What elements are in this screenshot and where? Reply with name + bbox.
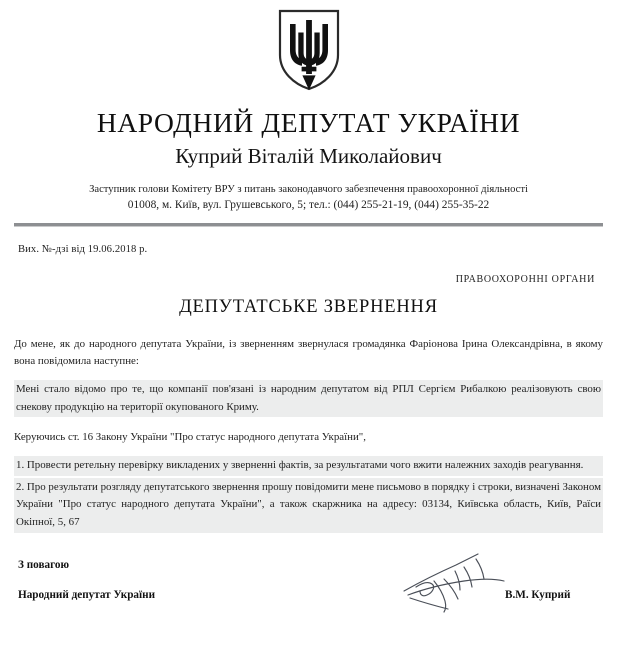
outgoing-reference: Вих. №-дзі від 19.06.2018 р. xyxy=(18,243,148,255)
closing-regards: З повагою xyxy=(18,558,70,571)
document-body xyxy=(14,336,603,533)
letterhead-emblem-container xyxy=(0,0,617,97)
handwritten-signature-icon xyxy=(398,551,510,622)
signatory-title: Народний депутат України xyxy=(18,589,156,602)
paragraph-request-item-2: 2. Про результати розгляду депутатського звернення прошу повідомити мене письмово в порядку і строки, визначені Законом України "Про статус народного депутата України", а також скаржника на адресу: 03134, Київська область, Київ, Раїси Окіпної, 5, 67 xyxy=(14,478,603,533)
deputy-name: Куприй Віталій Миколайович xyxy=(175,143,442,168)
letterhead-divider xyxy=(14,223,603,227)
signature-block xyxy=(0,559,617,643)
addressee-line: ПРАВООХОРОННІ ОРГАНИ xyxy=(455,273,595,285)
ukraine-trident-coat-of-arms-icon xyxy=(277,8,341,97)
paragraph-intro: До мене, як до народного депутата України, із зверненням звернулася громадянка Фаріонова Ірина Олександрівна, в якому вона повідомила наступне: xyxy=(14,337,603,368)
paragraph-statement: Мені стало відомо про те, що компанії пов'язані із народним депутатом від РПЛ Сергієм Рибалкою реалізовують свою снекову продукцію на території окупованого Криму. xyxy=(14,380,603,417)
document-title: ДЕПУТАТСЬКЕ ЗВЕРНЕННЯ xyxy=(179,296,438,317)
deputy-contact: 01008, м. Київ, вул. Грушевського, 5; тел.: (044) 255-21-19, (044) 255-35-22 xyxy=(127,199,490,212)
page-title: НАРОДНИЙ ДЕПУТАТ УКРАЇНИ xyxy=(96,107,521,138)
paragraph-legal-basis: Керуючись ст. 16 Закону України "Про статус народного депутата України", xyxy=(14,431,366,444)
paragraph-request-item-1: 1. Провести ретельну перевірку викладених у зверненні фактів, за результатами чого вжити належних заходів реагування. xyxy=(14,456,603,476)
deputy-position: Заступник голови Комітету ВРУ з питань законодавчого забезпечення правоохоронної діяльності xyxy=(89,183,528,195)
signatory-name: В.М. Куприй xyxy=(505,588,571,601)
